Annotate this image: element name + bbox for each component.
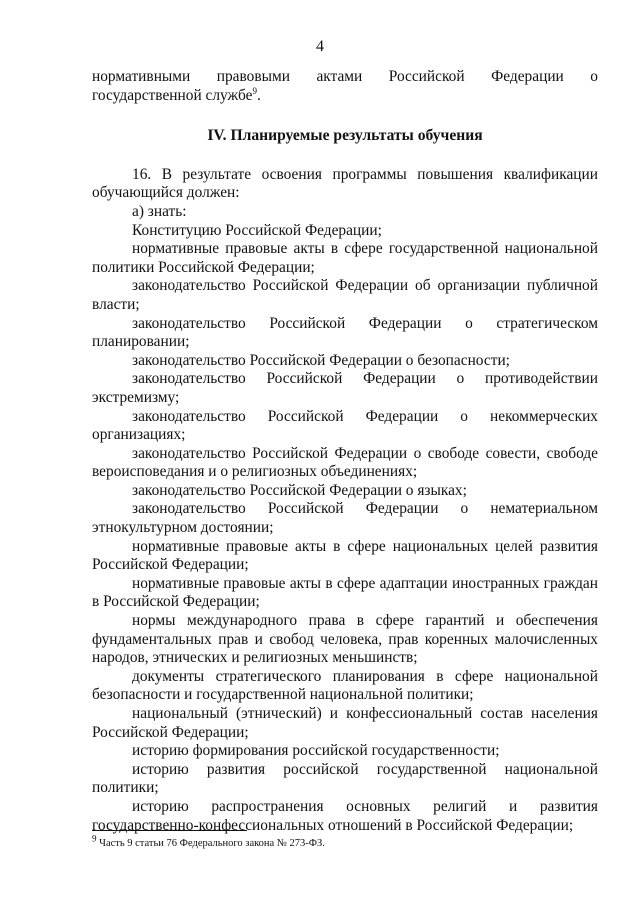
intro-text: нормативными правовыми актами Российской Федерации о государственной службе — [92, 68, 598, 104]
intro-paragraph — [92, 68, 598, 105]
page-number: 4 — [316, 38, 324, 55]
paragraph: национальный (этнический) и конфессиональный состав населения Российской Федерации; — [92, 705, 598, 741]
section-heading: IV. Планируемые результаты обучения — [207, 127, 483, 145]
intro-end: . — [256, 86, 261, 104]
paragraph: законодательство Российской Федерации о некоммерческих организациях; — [92, 407, 598, 444]
paragraph: документы стратегического планирования в сфере национальной безопасности и государственной национальной политики; — [92, 667, 598, 704]
paragraph: историю формирования российской государственности; — [132, 742, 500, 760]
footnote-ref: 9 — [252, 85, 257, 96]
paragraph: историю распространения основных религий и развития государственно-конфессиональных отношений в Российской Федерации; — [92, 797, 598, 834]
paragraph: законодательство Российской Федерации о нематериальном этнокультурном достоянии; — [92, 500, 598, 537]
paragraph: нормы международного права в сфере гарантий и обеспечения фундаментальных прав и свобод человека, прав коренных малочисленных народов, этнических и религиозных меньшинств; — [92, 612, 598, 667]
paragraph: а) знать: — [132, 202, 187, 220]
paragraph: нормативные правовые акты в сфере адаптации иностранных граждан в Российской Федерации; — [92, 574, 598, 611]
paragraph: законодательство Российской Федерации о языках; — [132, 481, 467, 499]
paragraph: Конституцию Российской Федерации; — [132, 221, 382, 239]
paragraph: законодательство Российской Федерации о противодействии экстремизму; — [92, 370, 598, 406]
paragraph: законодательство Российской Федерации о стратегическом планировании; — [92, 314, 598, 351]
paragraph: законодательство Российской Федерации о безопасности; — [132, 351, 510, 369]
footnote-text: Часть 9 статьи 76 Федерального закона № 273-ФЗ. — [99, 838, 325, 849]
paragraph: законодательство Российской Федерации об организации публичной власти; — [92, 277, 598, 313]
paragraph: нормативные правовые акты в сфере государственной национальной политики Российской Федерации; — [92, 240, 598, 276]
paragraph: 16. В результате освоения программы повышения квалификации обучающийся должен: — [92, 165, 598, 202]
paragraph: нормативные правовые акты в сфере национальных целей развития Российской Федерации; — [92, 537, 598, 574]
footnote-separator — [92, 830, 247, 831]
footnote — [92, 833, 325, 849]
paragraph: историю развития российской государственной национальной политики; — [92, 760, 598, 797]
paragraph: законодательство Российской Федерации о свободе совести, свободе вероисповедания и о религиозных объединениях; — [92, 444, 598, 481]
document-body — [92, 68, 598, 835]
footnote-mark: 9 — [92, 833, 97, 844]
